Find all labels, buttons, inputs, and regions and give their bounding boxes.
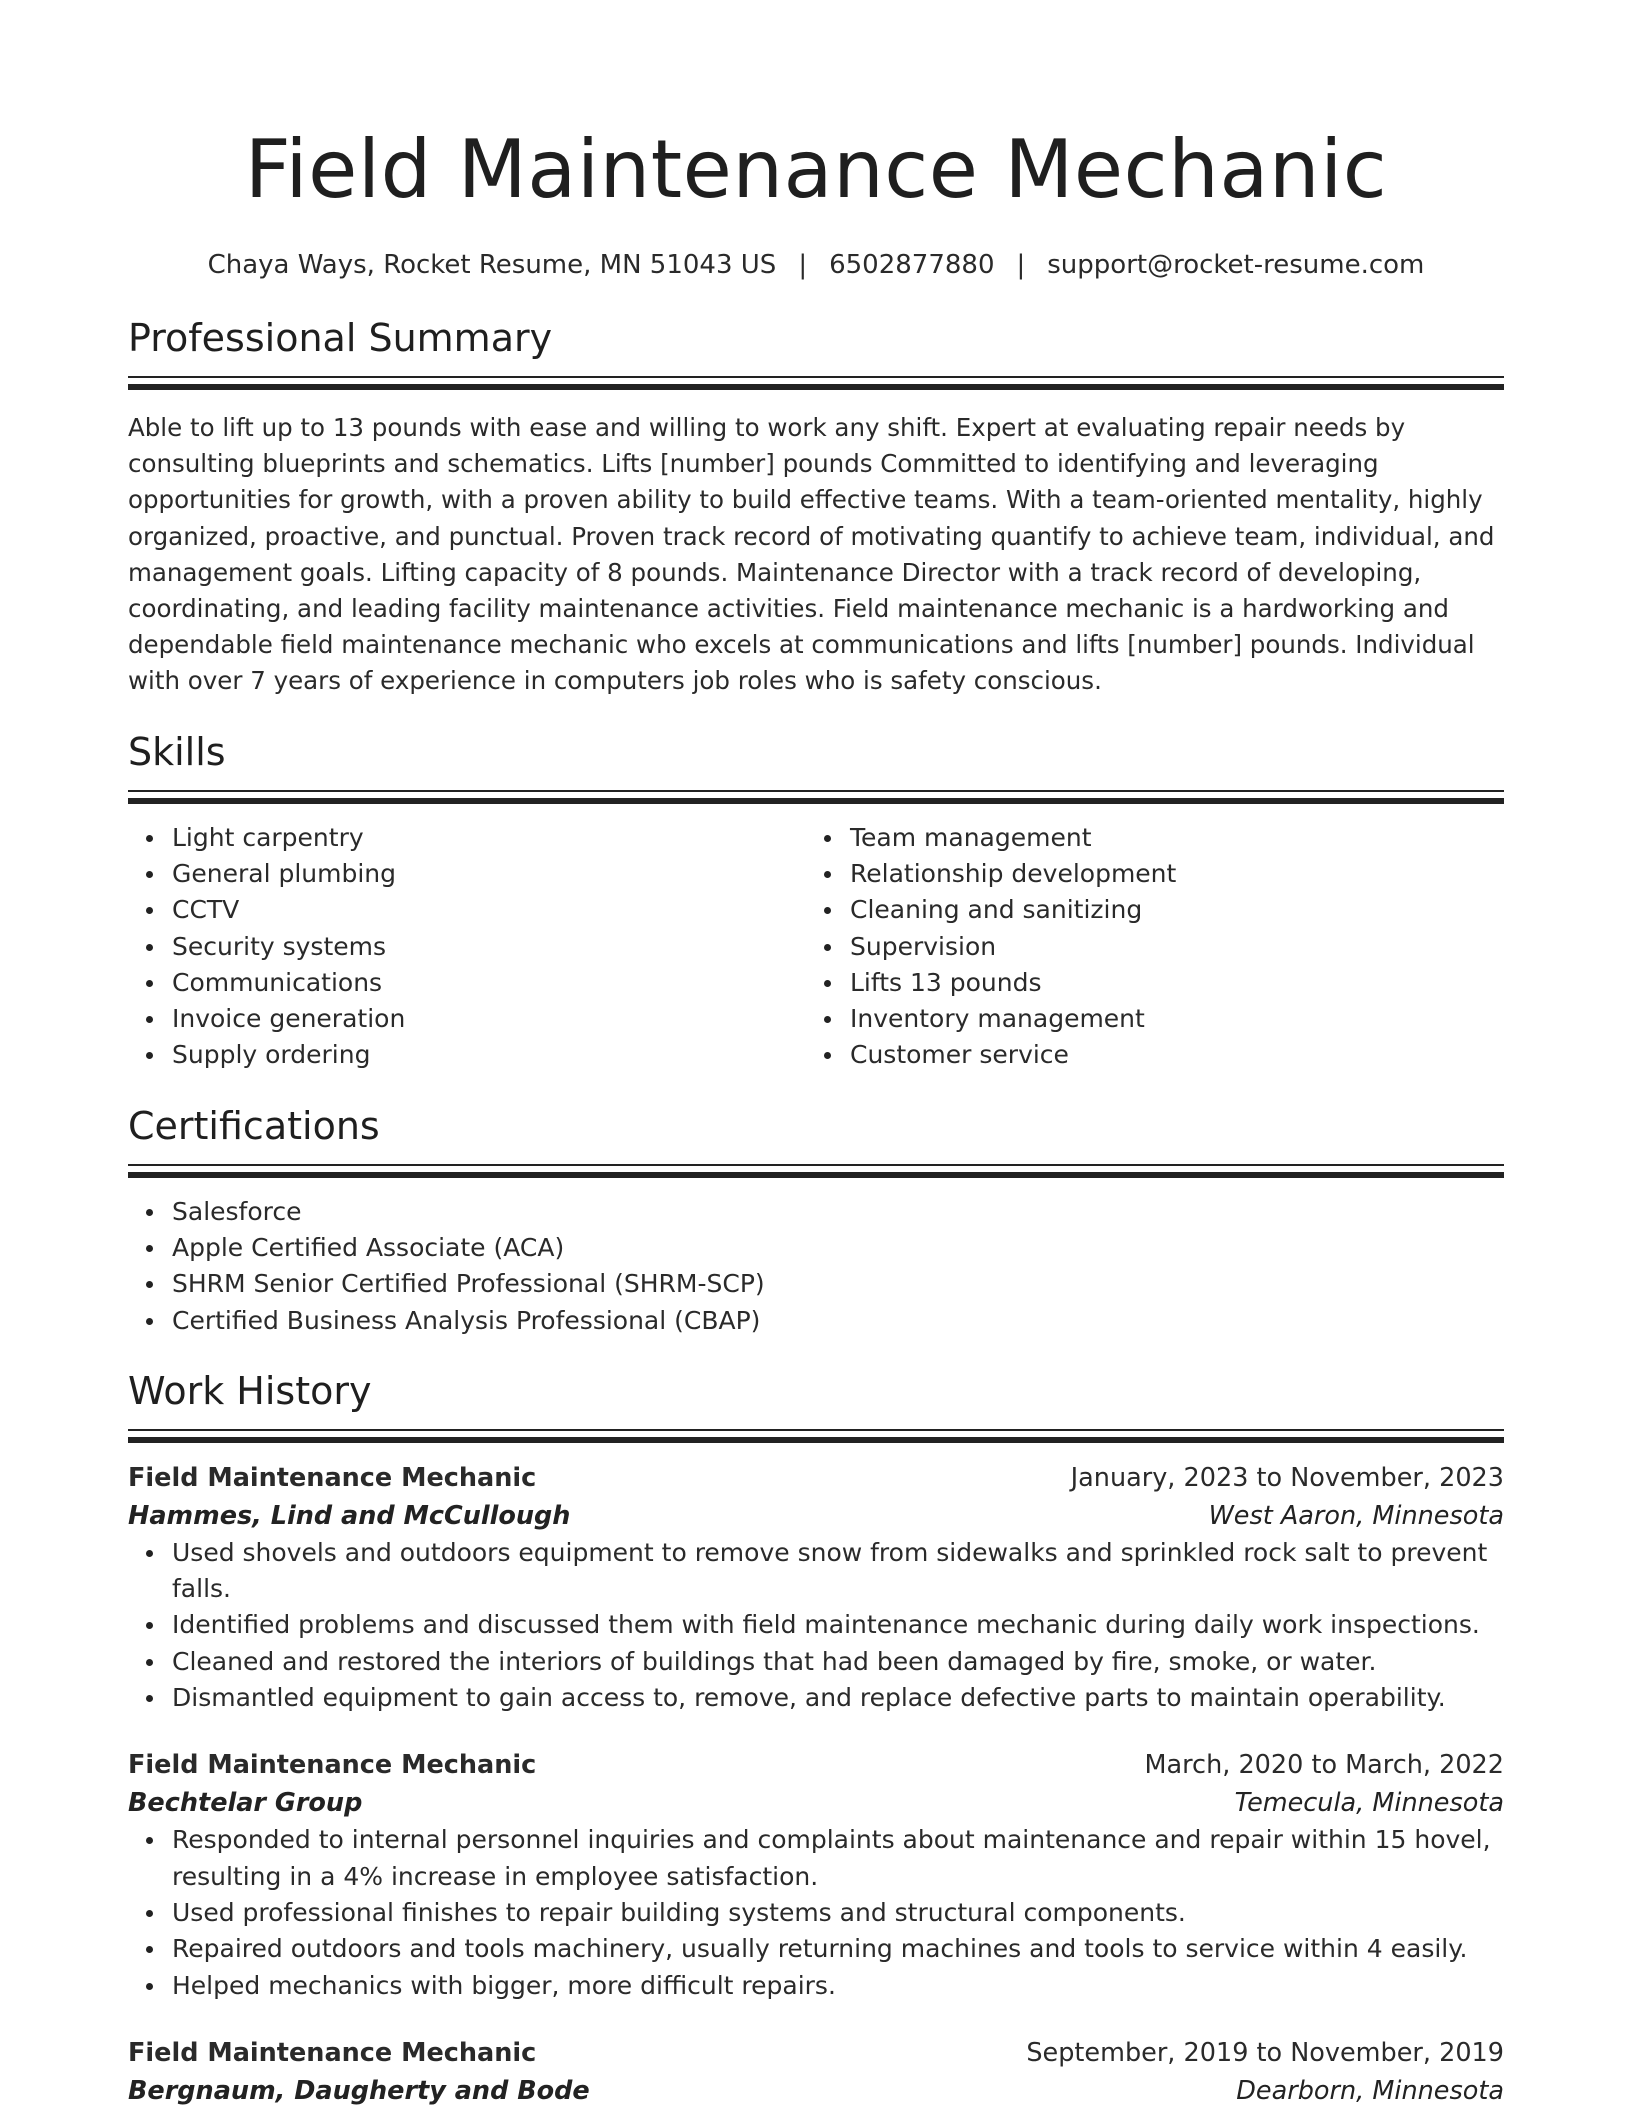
job-entry [128,1459,1504,1716]
skills-column-left [128,820,806,1074]
job-subheader [128,1497,1504,1535]
job-duty: Used professional finishes to repair building systems and structural components. [172,1895,1504,1931]
job-duty: Used shovels and outdoors equipment to remove snow from sidewalks and sprinkled rock salt to prevent falls. [172,1535,1504,1608]
job-dates: January, 2023 to November, 2023 [1070,1462,1504,1493]
certifications-list [128,1194,1504,1339]
job-duty: Responded to internal personnel inquiries and complaints about maintenance and repair within 15 hovel, resulting in a 4% increase in employee satisfaction. [172,1822,1504,1895]
job-duty: Dismantled equipment to gain access to, remove, and replace defective parts to maintain operability. [172,1680,1504,1716]
skill-item: Lifts 13 pounds [850,965,1484,1001]
summary-section [128,314,1504,700]
skill-item: Supervision [850,929,1484,965]
skill-item: Team management [850,820,1484,856]
job-location: Temecula, Minnesota [1234,1788,1504,1819]
skills-column-right [806,820,1484,1074]
section-title-skills: Skills [128,729,226,774]
job-header [128,1459,1504,1497]
section-divider [128,1164,1504,1166]
job-title: Field Maintenance Mechanic [128,1750,537,1781]
job-dates: September, 2019 to November, 2019 [1026,2037,1504,2068]
section-title-certifications: Certifications [128,1103,380,1148]
certifications-section [128,1102,1504,1339]
skill-item: Communications [172,965,806,1001]
job-employer: Bergnaum, Daugherty and Bode [128,2075,590,2106]
summary-text: Able to lift up to 13 pounds with ease and willing to work any shift. Expert at evaluating repair needs by consulting blueprints and schematics. Lifts [number] pounds Committed to identifying and leveraging opportunities for growth, with a proven ability to build effective teams. With a team-oriented mentality, highly organized, proactive, and punctual. Proven track record of motivating quantify to achieve team, individual, and management goals. Lifting capacity of 8 pounds. Maintenance Director with a track record of developing, coordinating, and leading facility maintenance activities. Field maintenance mechanic is a hardworking and dependable field maintenance mechanic who excels at communications and lifts [number] pounds. Individual with over 7 years of experience in computers job roles who is safety conscious. [128,413,1495,696]
job-duties [128,1822,1504,2003]
job-duty: Cleaned and restored the interiors of buildings that had been damaged by fire, smoke, or water. [172,1644,1504,1680]
job-entry [128,2034,1504,2110]
contact-email[interactable]: support@rocket-resume.com [1047,250,1425,280]
job-dates: March, 2020 to March, 2022 [1144,1750,1504,1781]
job-location: West Aaron, Minnesota [1208,1500,1504,1531]
section-divider [128,376,1504,378]
section-divider [128,790,1504,792]
skills-grid [128,820,1504,1074]
section-title-work-history: Work History [128,1368,372,1413]
job-employer: Hammes, Lind and McCullough [128,1500,571,1531]
skill-item: Invoice generation [172,1001,806,1037]
job-location: Dearborn, Minnesota [1236,2075,1504,2106]
contact-address: Chaya Ways, Rocket Resume, MN 51043 US [207,250,777,280]
section-divider-thick [128,384,1504,390]
skill-item: General plumbing [172,856,806,892]
skill-item: Light carpentry [172,820,806,856]
contact-separator: | [798,250,808,280]
skill-item: Customer service [850,1037,1484,1073]
section-divider-thick [128,1437,1504,1443]
skills-section [128,728,1504,1074]
section-divider-thick [128,798,1504,804]
certification-item: Apple Certified Associate (ACA) [172,1230,1504,1266]
job-subheader [128,1784,1504,1822]
work-history-section [128,1367,1504,2110]
job-header [128,1746,1504,1784]
job-title: Field Maintenance Mechanic [128,2037,537,2068]
job-duty: Identified problems and discussed them with field maintenance mechanic during daily work inspections. [172,1607,1504,1643]
job-employer: Bechtelar Group [128,1788,363,1819]
resume-page [128,0,1504,2110]
section-divider-thick [128,1172,1504,1178]
resume-name: Field Maintenance Mechanic [244,123,1388,216]
job-title: Field Maintenance Mechanic [128,1462,537,1493]
skill-item: Cleaning and sanitizing [850,892,1484,928]
job-subheader [128,2072,1504,2110]
certification-item: Salesforce [172,1194,1504,1230]
skill-item: CCTV [172,892,806,928]
job-header [128,2034,1504,2072]
skill-item: Supply ordering [172,1037,806,1073]
job-duty: Repaired outdoors and tools machinery, usually returning machines and tools to service within 4 easily. [172,1931,1504,1967]
section-divider [128,1429,1504,1431]
skill-item: Inventory management [850,1001,1484,1037]
job-duties [128,1535,1504,1716]
skill-item: Relationship development [850,856,1484,892]
skill-item: Security systems [172,929,806,965]
contact-line [128,248,1504,282]
certification-item: Certified Business Analysis Professional (CBAP) [172,1303,1504,1339]
certification-item: SHRM Senior Certified Professional (SHRM-SCP) [172,1266,1504,1302]
section-title-summary: Professional Summary [128,316,553,360]
contact-phone: 6502877880 [829,250,995,280]
job-duty: Helped mechanics with bigger, more difficult repairs. [172,1968,1504,2004]
job-entry [128,1746,1504,2003]
contact-separator: | [1016,250,1026,280]
